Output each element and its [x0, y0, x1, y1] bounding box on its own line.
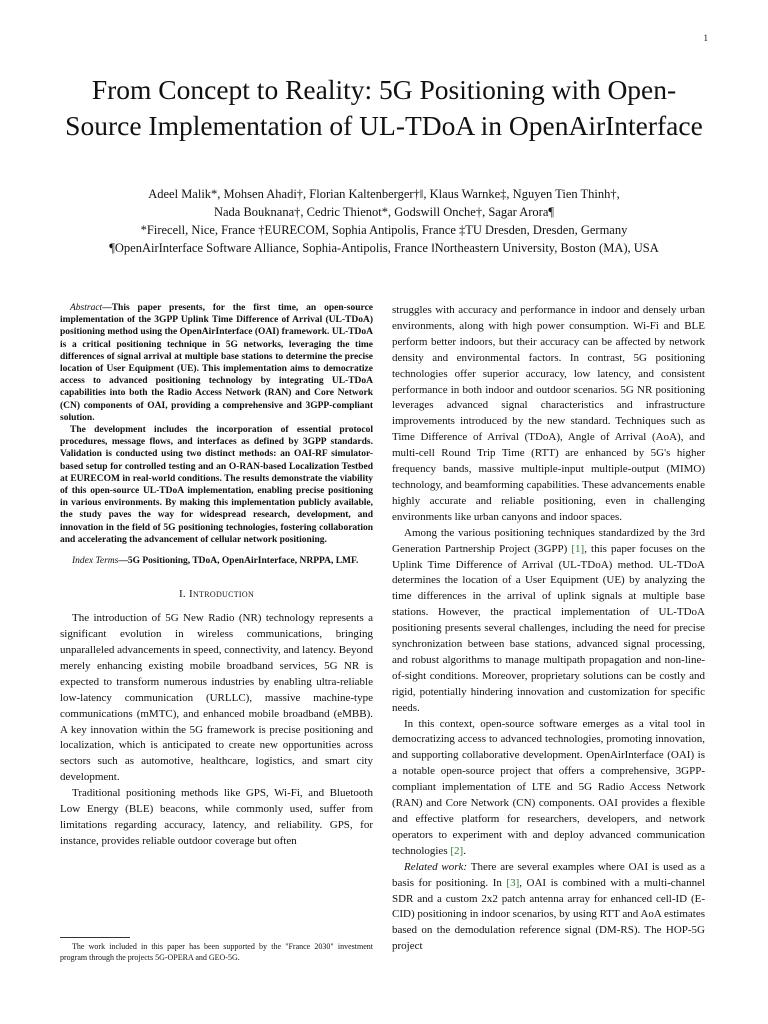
index-terms-label: Index Terms: [72, 556, 119, 567]
right-paragraph-4a: There are several examples where OAI is used as a basis for positioning. In: [392, 860, 706, 889]
paper-title: From Concept to Reality: 5G Positioning with Open-Source Implementation of UL-TDoA in OpenAirInterface: [65, 74, 703, 141]
right-paragraph-1: struggles with accuracy and performance in indoor and densely urban environments, along with high power consumption. Wi-Fi and BLE perform better indoors, but their accuracy can be affected by network density and environmental factors. In contrast, 5G positioning technologies offer superior accuracy, low latency, and consistent performance in both indoor and outdoor scenarios. 5G NR positioning leverages advanced signal characteristics and infrastructure improvements introduced by the new standard. Techniques such as Time Difference of Arrival (TDoA), Angle of Arrival (AoA), and multi-cell Round Trip Time (RTT) are enhanced by 5G's higher frequency bands, massive multiple-input multiple-output (MIMO) technology, and beamforming capabilities. These advancements enable highly accurate and reliable positioning, even in challenging environments like urban canyons and indoor spaces.: [392, 304, 705, 523]
right-paragraph-3: [392, 717, 705, 860]
right-paragraph-2: [392, 526, 705, 717]
right-paragraph-4b: , OAI is combined with a multi-channel SDR and a custom 2x2 patch antenna array for enhanced cell-ID (E-CID) positioning in indoor scenarios, by using RTT and AoA estimates based on the demodulation reference signal (DM-RS). The HOP-5G project: [392, 876, 706, 953]
index-terms-text: —5G Positioning, TDoA, OpenAirInterface, NRPPA, LMF.: [118, 556, 359, 567]
funding-footnote: The work included in this paper has been supported by the "France 2030" investment program through the projects 5G-OPERA and GEO-5G.: [60, 942, 373, 962]
affiliation-line-2: ¶OpenAirInterface Software Alliance, Sophia-Antipolis, France ‖Northeastern University, Boston (MA), USA: [109, 241, 659, 255]
citation-link-1[interactable]: [1]: [571, 542, 585, 555]
section-heading-introduction: I. Introduction: [178, 588, 255, 601]
abstract-text-1: —This paper presents, for the first time, an open-source implementation of the 3GPP Uplink Time Difference of Arrival (UL-TDoA) positioning method using the OpenAirInterface (OAI) framework. UL-TDoA is a critical positioning technique in 5G networks, leveraging the time differences of signal arrival at multiple base stations to determine the precise location of User Equipment (UE). This implementation aims to democratize access to advanced positioning technology by integrating UL-TDoA capabilities into both the Radio Access Network (RAN) and Core Network (CN) components of OAI, providing a comprehensive and 3GPP-compliant solution.: [60, 303, 373, 423]
intro-paragraph-2: Traditional positioning methods like GPS, Wi-Fi, and Bluetooth Low Energy (BLE) beacons, while commonly used, suffer from limitations regarding accuracy, latency, and reliability. GPS, for instance, provides reliable outdoor coverage but often: [60, 787, 373, 847]
right-paragraph-3b: .: [463, 844, 466, 857]
right-column: [392, 303, 705, 955]
right-paragraph-2a: Among the various positioning techniques standardized by the 3rd Generation Partnership Project (3GPP): [392, 526, 705, 555]
right-paragraph-3a: In this context, open-source software emerges as a vital tool in democratizing access to advanced technologies, promoting innovation, and supporting collaborative development. OpenAirInterface (OAI) is a notable open-source project that offers a comprehensive, 3GPP-compliant implementation of LTE and 5G Radio Access Network (RAN) and Core Network (CN) components. OAI provides a flexible and effective platform for researchers, developers, and network operators to experiment with and deploy advanced communication technologies: [392, 717, 705, 857]
page-number: 1: [703, 33, 708, 43]
author-list-line-2: Nada Bouknana†, Cedric Thienot*, Godswill Onche†, Sagar Arora¶: [213, 205, 555, 219]
intro-paragraph-1: The introduction of 5G New Radio (NR) technology represents a significant evolution in wireless communications, bringing unparalleled advancements in speed, connectivity, and latency. Beyond merely enhancing existing mobile broadband services, 5G NR is expected to transform numerous industries by enabling ultra-reliable low-latency communication (URLLC), massive machine-type communications (mMTC), and enhanced mobile broadband (eMBB). A key innovation within the 5G framework is precise positioning and localization, which is anticipated to create new opportunities across sectors such as automotive, healthcare, logistics, and smart city development.: [60, 612, 373, 784]
affiliation-line-1: *Firecell, Nice, France †EURECOM, Sophia Antipolis, France ‡TU Dresden, Dresden, Germany: [140, 223, 628, 237]
right-paragraph-2b: , this paper focuses on the Uplink Time Difference of Arrival (UL-TDoA) method. UL-TDoA determines the location of a User Equipment (UE) by analyzing the time differences in the arrival of uplink signals at multiple base stations. However, the practical implementation of UL-TDoA positioning presents several challenges, including the need for precise synchronization between base stations, advanced signal processing, and robust algorithms to manage multipath propagation and non-line-of-sight conditions. Moreover, proprietary solutions can be costly and rigid, potentially hindering innovation and customization for specific needs.: [392, 542, 705, 714]
index-terms: [60, 555, 373, 567]
author-list-line-1: Adeel Malik*, Mohsen Ahadi†, Florian Kaltenberger†‖, Klaus Warnke‡, Nguyen Tien Thinh†,: [148, 187, 620, 201]
related-work-label: Related work:: [404, 860, 468, 873]
footnote-divider: [60, 937, 130, 938]
citation-link-2[interactable]: [2]: [450, 844, 464, 857]
abstract: [60, 302, 373, 546]
left-column: [60, 302, 373, 850]
right-paragraph-4: [392, 860, 705, 955]
abstract-paragraph-1: [60, 302, 373, 424]
abstract-label: Abstract: [70, 303, 103, 313]
abstract-paragraph-2: The development includes the incorporation of essential protocol procedures, message flows, and interfaces as defined by 3GPP standards. Validation is conducted using two distinct methods: an OAI-RF simulator-based setup for controlled testing and an O-RAN-based Localization Testbed at EURECOM in real-world conditions. The results demonstrate the viability of this open-source UL-TDoA implementation, enabling precise positioning in various environments. By making this implementation publicly available, the study paves the way for widespread research, development, and innovation in the field of 5G positioning technologies, fostering collaboration and accelerating the advancement of cellular network positioning.: [60, 425, 373, 545]
citation-link-3[interactable]: [3]: [506, 876, 520, 889]
author-block: [60, 185, 708, 257]
